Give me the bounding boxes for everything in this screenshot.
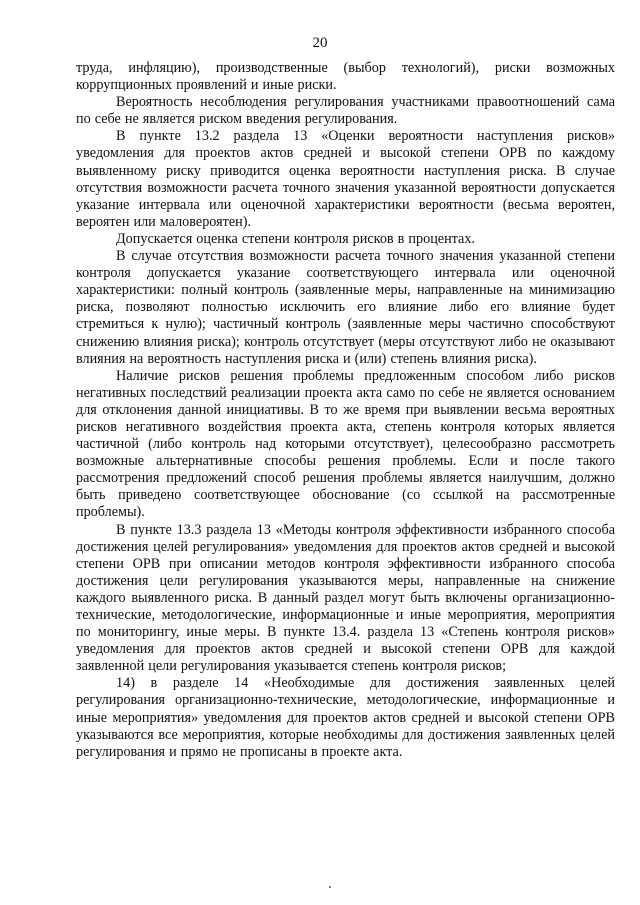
page-number: 20	[312, 35, 328, 51]
scan-dot-mark	[329, 886, 331, 888]
paragraph: Вероятность несоблюдения регулирования участниками правоотношений сама по себе не является риском введения регулирования.	[76, 94, 615, 128]
paragraph-continuation: труда, инфляцию), производственные (выбор технологий), риски возможных коррупционных проявлений и иные риски.	[76, 60, 615, 94]
paragraph: Допускается оценка степени контроля рисков в процентах.	[116, 230, 475, 247]
paragraph: Наличие рисков решения проблемы предложенным способом либо рисков негативных последствий реализации проекта акта само по себе не является основанием для отклонения данной инициативы. В то же время при выявлении весьма вероятных рисков негативного воздействия проекта акта, степень контроля которых является частичной (либо контроль над которыми отсутствует), целесообразно рассмотреть возможные альтернативные способы решения проблемы. Если и после такого рассмотрения предложений способ решения проблемы является наилучшим, должно быть приведено соответствующее обоснование (со ссылкой на рассмотренные проблемы).	[76, 367, 615, 521]
document-body	[76, 60, 615, 761]
paragraph: В пункте 13.2 раздела 13 «Оценки вероятности наступления рисков» уведомления для проектов актов средней и высокой степени ОРВ по каждому выявленному риску приводится оценка вероятности наступления риска. В случае отсутствия возможности расчета точного значения указанной вероятности допускается указание интервала или оценочной характеристики вероятности (весьма вероятен, вероятен или маловероятен).	[76, 128, 615, 230]
paragraph: В случае отсутствия возможности расчета точного значения указанной степени контроля допускается указание соответствующего интервала или оценочной характеристики: полный контроль (заявленные меры, направленные на минимизацию риска, позволяют полностью исключить его влияние либо его влияние будет стремиться к нулю); частичный контроль (заявленные меры частично способствуют снижению влияния риска); контроль отсутствует (меры отсутствуют либо не оказывают влияния на вероятность наступления риска и (или) степень влияния риска).	[76, 248, 615, 367]
paragraph: 14) в разделе 14 «Необходимые для достижения заявленных целей регулирования организационно-технические, методологические, информационные и иные мероприятия» уведомления для проектов актов средней и высокой степени ОРВ указываются все мероприятия, которые необходимы для достижения заявленных целей регулирования и прямо не прописаны в проекте акта.	[76, 675, 615, 760]
paragraph: В пункте 13.3 раздела 13 «Методы контроля эффективности избранного способа достижения целей регулирования» уведомления для проектов актов средней и высокой степени ОРВ при описании методов контроля эффективности избранного способа достижения цели регулирования указываются меры, направленные на снижение каждого выявленного риска. В данный раздел могут быть включены организационно-технические, методологические, информационные и иные мероприятия, мероприятия по мониторингу, иные меры. В пункте 13.4. раздела 13 «Степень контроля рисков» уведомления для проектов актов средней и высокой степени ОРВ для каждой заявленной цели регулирования указывается степень контроля рисков;	[76, 521, 615, 675]
